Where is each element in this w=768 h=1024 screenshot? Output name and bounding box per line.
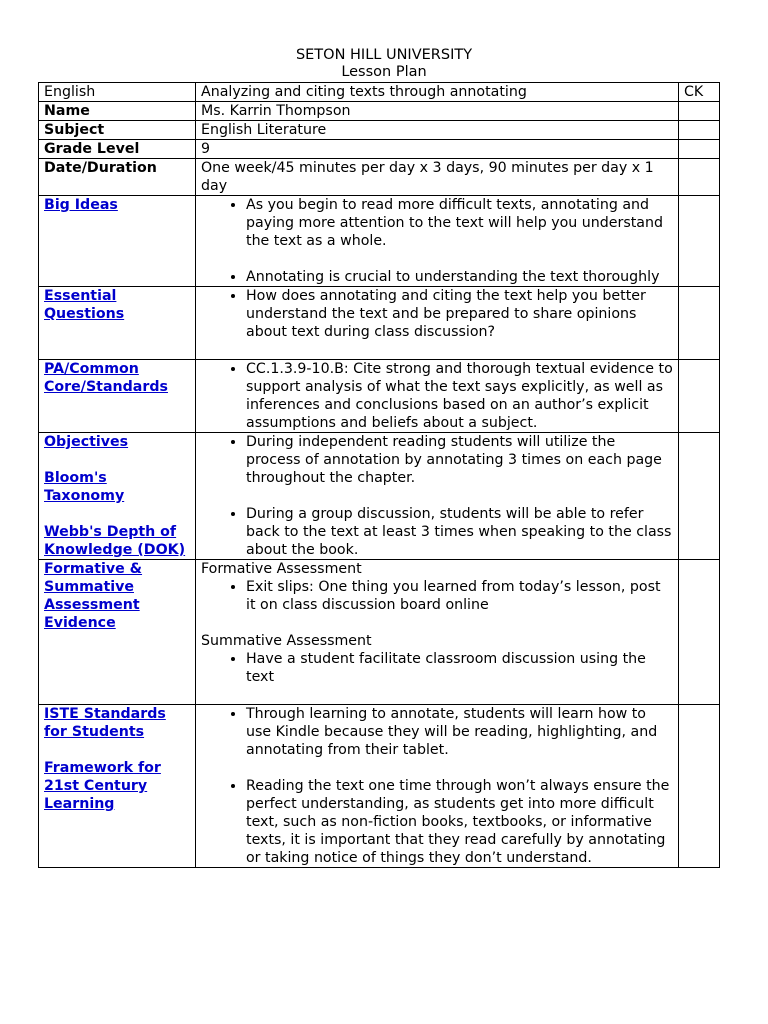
summative-heading: Summative Assessment bbox=[201, 633, 372, 649]
subject-area: English bbox=[44, 84, 96, 100]
essential-questions-link[interactable]: Essential Questions bbox=[44, 288, 125, 322]
subject-label: Subject bbox=[39, 121, 196, 140]
list-item: • As you begin to read more difficult texts, annotating and paying more attention to the text will help you understand the text as a whole. bbox=[246, 196, 673, 250]
date-row bbox=[39, 159, 720, 196]
course-row bbox=[39, 83, 720, 102]
iste-standards-link[interactable]: ISTE Standards for Students bbox=[44, 706, 166, 740]
formative-heading: Formative Assessment bbox=[201, 561, 362, 577]
big-ideas-row bbox=[39, 196, 720, 287]
document-header bbox=[0, 47, 768, 81]
initials: CK bbox=[679, 83, 720, 102]
subject-value: English Literature bbox=[196, 121, 679, 140]
subject-row bbox=[39, 121, 720, 140]
grade-value: 9 bbox=[196, 140, 679, 159]
essential-questions-row bbox=[39, 287, 720, 360]
assessment-evidence-link[interactable]: Formative & Summative Assessment Evidence bbox=[44, 561, 143, 631]
lesson-topic: Analyzing and citing texts through annotating bbox=[196, 83, 679, 102]
date-value: One week/45 minutes per day x 3 days, 90 minutes per day x 1 day bbox=[196, 159, 679, 196]
blooms-taxonomy-link[interactable]: Bloom's Taxonomy bbox=[44, 470, 125, 504]
objectives-row bbox=[39, 433, 720, 560]
assessment-row bbox=[39, 560, 720, 705]
webbs-dok-link[interactable]: Webb's Depth of Knowledge (DOK) bbox=[44, 524, 186, 558]
standards-row bbox=[39, 360, 720, 433]
standards-link[interactable]: PA/Common Core/Standards bbox=[44, 361, 168, 395]
name-label: Name bbox=[39, 102, 196, 121]
lesson-plan-table bbox=[38, 82, 720, 868]
list-item: • CC.1.3.9-10.B: Cite strong and thorough textual evidence to support analysis of what the text says explicitly, as well as inferences and conclusions based on an author’s explicit assumptions and beliefs about a subject. bbox=[246, 360, 673, 432]
list-item: • Through learning to annotate, students will learn how to use Kindle because they will be reading, highlighting, and annotating from their tablet. bbox=[246, 705, 673, 759]
document-title: Lesson Plan bbox=[341, 64, 427, 80]
name-value: Ms. Karrin Thompson bbox=[196, 102, 679, 121]
big-ideas-list bbox=[201, 196, 673, 250]
objectives-link[interactable]: Objectives bbox=[44, 434, 129, 450]
iste-row bbox=[39, 705, 720, 868]
grade-row bbox=[39, 140, 720, 159]
name-row bbox=[39, 102, 720, 121]
grade-label: Grade Level bbox=[39, 140, 196, 159]
list-item: • During independent reading students will utilize the process of annotation by annotating 3 times on each page throughout the chapter. bbox=[246, 433, 673, 487]
date-label: Date/Duration bbox=[39, 159, 196, 196]
list-item: • Have a student facilitate classroom discussion using the text bbox=[246, 650, 673, 686]
big-ideas-link[interactable]: Big Ideas bbox=[44, 197, 118, 213]
list-item: • Reading the text one time through won’t always ensure the perfect understanding, as students get into more difficult text, such as non-fiction books, textbooks, or informative texts, it is important that they read carefully by annotating or taking notice of things they don’t understand. bbox=[246, 777, 673, 867]
list-item: • Annotating is crucial to understanding the text thoroughly bbox=[246, 268, 673, 286]
university-name: SETON HILL UNIVERSITY bbox=[295, 47, 473, 63]
framework-21st-century-link[interactable]: Framework for 21st Century Learning bbox=[44, 760, 161, 812]
list-item: • Exit slips: One thing you learned from today’s lesson, post it on class discussion board online bbox=[246, 578, 673, 614]
list-item: • During a group discussion, students will be able to refer back to the text at least 3 times when speaking to the class about the book. bbox=[246, 505, 673, 559]
list-item: • How does annotating and citing the text help you better understand the text and be prepared to share opinions about text during class discussion? bbox=[246, 287, 673, 341]
